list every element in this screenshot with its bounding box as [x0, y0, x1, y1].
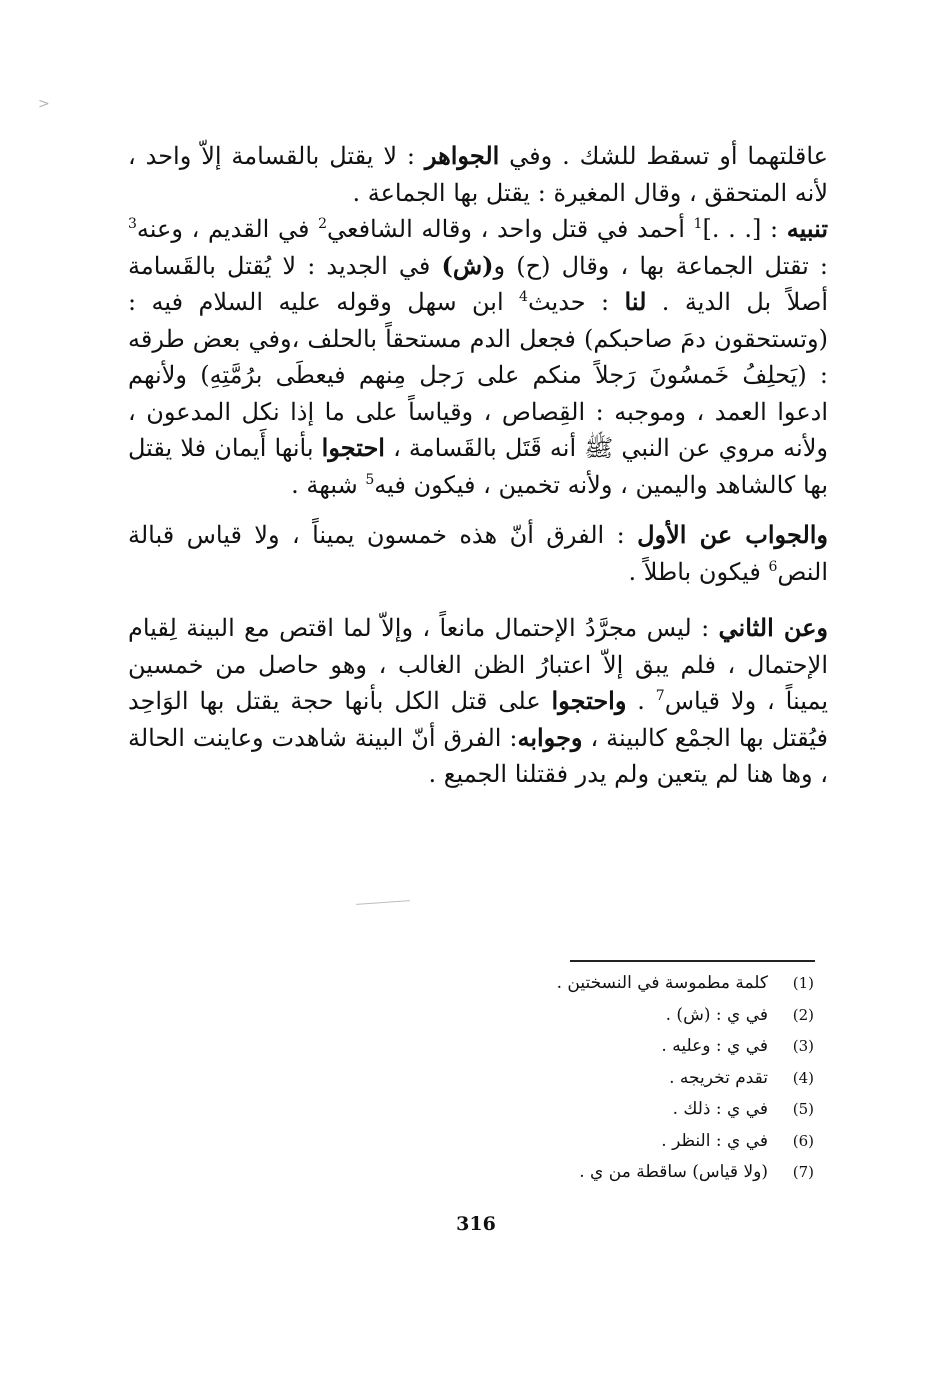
footnote-text: (ولا قياس) ساقطة من ي .	[579, 1162, 768, 1182]
footnote-item	[420, 1000, 820, 1032]
footnote-number: (5)	[792, 1100, 814, 1118]
footnote-number: (6)	[792, 1131, 814, 1150]
paragraph-4: وعن الثاني : ليس مجرَّدُ الإحتمال مانعاً ، وإلاّ لما اقتص مع البينة لِقيام الإحتمال ، فلم يبق إلاّ اعتبارُ الظن الغالب ، وهو حاصل من خمسين يميناً ، ولا قياس$^7$ . واحتجوا على قتل الكل بأنها حجة يقتل بها الوَاحِد فيُقتل بها الجمْع كالبينة ، وجوابه: الفرق أنّ البينة شاهدت وعاينت الحالة ، وها هنا لم يتعين ولم يدر فقتلنا الجميع .	[128, 613, 829, 788]
footnote-ref-4: 4	[519, 289, 528, 305]
paragraph-1: عاقلتهما أو تسقط للشك . وفي الجواهر : لا يقتل بالقسامة إلاّ واحد ، لأنه المتحقق ، وقال المغيرة : يقتل بها الجماعة .	[128, 141, 828, 207]
footnote-ref-7: 7	[655, 688, 665, 704]
footnote-item	[420, 968, 820, 1000]
heading-tanbih: تنبيه	[786, 214, 828, 243]
footnote-text: في ي : وعليه .	[661, 1036, 768, 1056]
stray-mark: >	[38, 96, 50, 112]
footnote-number: (2)	[792, 1005, 814, 1024]
footnote-text: في ي : ذلك .	[672, 1099, 768, 1119]
footnote-ref-3: 3	[128, 216, 137, 232]
footnote-ref-5: 5	[365, 471, 375, 488]
footnote-number: (4)	[792, 1068, 814, 1087]
footnote-text: في ي : (ش) .	[665, 1004, 768, 1025]
heading-jawabuh: وجوابه	[517, 722, 583, 752]
heading-answer-first: والجواب عن الأول	[637, 520, 829, 549]
footnote-ref-1: 1	[693, 216, 703, 232]
heading-ihtajju-2: واحتجوا	[551, 686, 627, 715]
footnote-divider	[570, 960, 815, 962]
scan-smudge	[356, 900, 410, 905]
footnote-number: (1)	[792, 974, 814, 992]
paragraph-3: والجواب عن الأول : الفرق أنّ هذه خمسون يميناً ، ولا قياس قبالة النص$^6$ فيكون باطلاً .	[128, 520, 829, 586]
main-text	[128, 138, 828, 793]
footnote-item	[420, 1126, 820, 1158]
footnote-ref-2: 2	[318, 216, 327, 232]
footnotes-list	[420, 968, 820, 1189]
source-name-jawahir: الجواهر	[424, 141, 500, 170]
footnote-item	[420, 1063, 820, 1095]
footnote-text: كلمة مطموسة في النسختين .	[556, 973, 768, 993]
footnote-item	[420, 1031, 820, 1063]
footnote-text: تقدم تخريجه .	[669, 1067, 768, 1088]
footnote-item	[420, 1157, 820, 1189]
footnote-number: (7)	[792, 1163, 814, 1181]
footnote-item	[420, 1094, 820, 1126]
heading-lana: لنا	[624, 287, 647, 316]
footnote-number: (3)	[792, 1037, 814, 1055]
footnote-text: في ي : النظر .	[661, 1130, 768, 1151]
footnote-ref-6: 6	[768, 558, 778, 575]
heading-answer-second: وعن الثاني	[718, 613, 829, 642]
heading-ihtajju: احتجوا	[321, 433, 385, 462]
page-number: 316	[456, 1213, 496, 1235]
paragraph-2: تنبيه : [. . .]$^1$ أحمد في قتل واحد ، وقاله الشافعي$^2$ في القديم ، وعنه$^3$ : تقتل الجماعة بها ، وقال (ح) و(ش) في الجديد : لا يُقتل بالقَسامة أصلاً بل الدية . لنا : حديث$^4$ ابن سهل وقوله عليه السلام فيه : (وتستحقون دمَ صاحبكم) فجعل الدم مستحقاً بالحلف ،وفي بعض طرقه : (يَحلِفُ خَمسُونَ رَجلاً منكم على رَجل مِنهم فيعطَى برُمَّتِهِ) ولأنهم ادعوا العمد ، وموجبه : القِصاص ، وقياساً على ما إذا نكل المدعون ، ولأنه مروي عن النبي ﷺ أنه قَتَل بالقَسامة ، احتجوا بأنها أَيمان فلا يقتل بها كالشاهد واليمين ، ولأنه تخمين ، فيكون فيه$^5$ شبهة .	[128, 214, 829, 499]
